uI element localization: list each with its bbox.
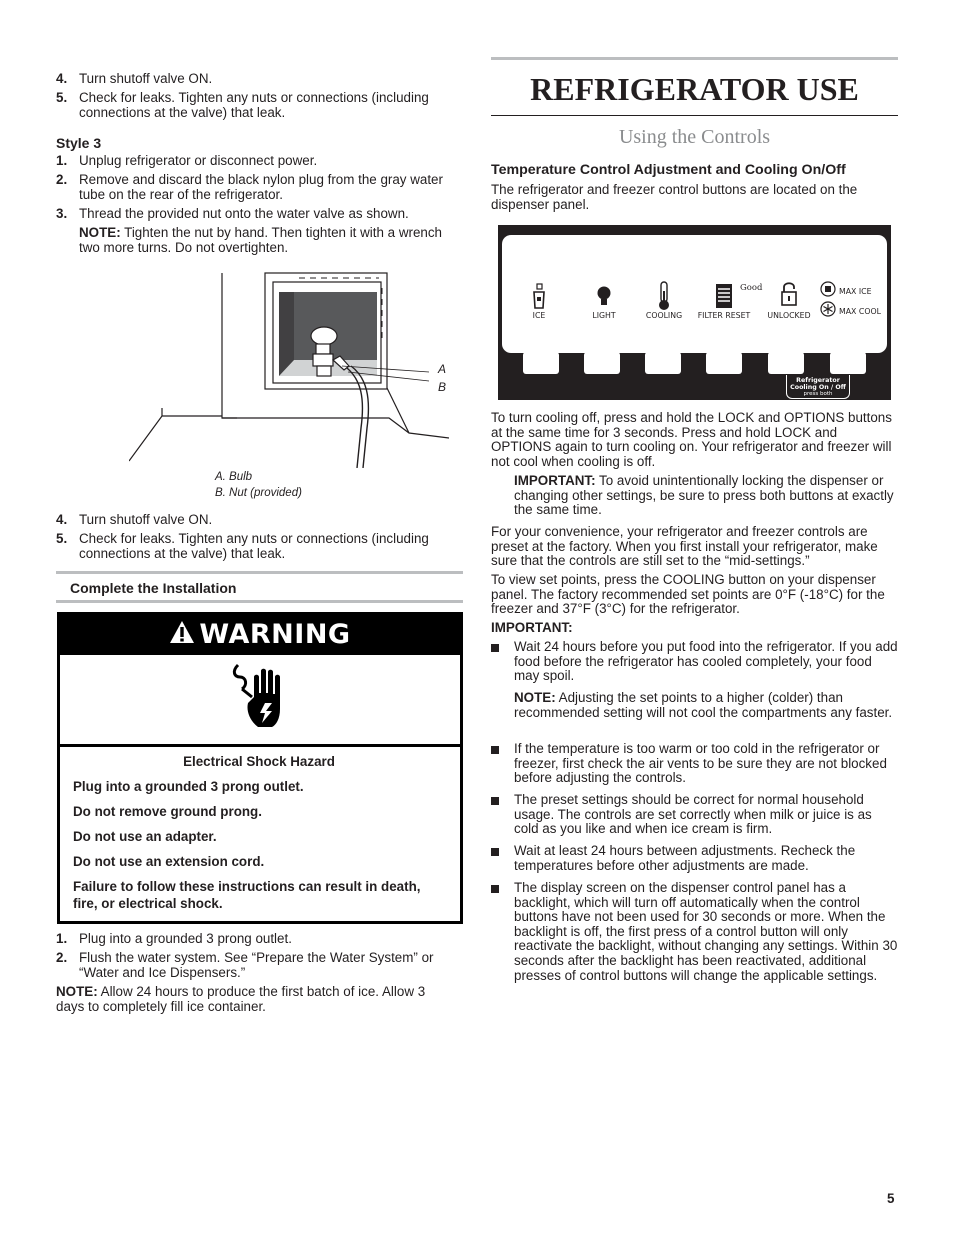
filter-icon [715,283,733,309]
step-number: 2. [56,950,68,965]
step-text: Thread the provided nut onto the water valve as shown. [79,206,409,221]
light-button[interactable] [584,352,620,374]
note-text: Tighten the nut by hand. Then tighten it with a wrench two more turns. Do not overtighten. [79,225,442,255]
step-number: 5. [56,90,68,105]
page-title: REFRIGERATOR USE [530,71,859,107]
list-item [491,742,898,786]
step-text: Flush the water system. See “Prepare the Water System” or “Water and Ice Dispensers.” [79,950,434,980]
max-cool-label: MAX COOL [839,307,881,316]
step-text: Remove and discard the black nylon plug from the gray water tube on the rear of the refrigerator. [79,172,443,202]
step-text: Turn shutoff valve ON. [79,71,213,86]
cooling-status-label: COOLING [645,311,683,320]
warning-header [60,615,460,655]
step-number: 1. [56,153,68,168]
step-text: Plug into a grounded 3 prong outlet. [79,931,292,946]
convenience-paragraph: For your convenience, your refrigerator and freezer controls are preset at the factory. When you first install your refrigerator, make sure that the controls are still set to the “mid-settings.” [491,524,878,569]
bullet-square-icon [491,746,499,754]
note-label: NOTE: [56,984,98,999]
options-button-label: OPTIONS [828,341,868,350]
step-number: 2. [56,172,68,187]
step-item [56,91,464,120]
important-paragraph [514,474,898,518]
dispenser-control-panel [498,225,891,400]
figure-label-b: B [438,380,447,394]
step-item [56,951,464,980]
list-item-text: Wait 24 hours before you put food into the refrigerator. If you add food before the refrigerator has cooled completely, your food may spoil. [514,639,898,684]
bullet-square-icon [491,797,499,805]
lock-button-label: LOCK [774,341,798,350]
note-paragraph [56,226,464,255]
page-subtitle: Using the Controls [618,126,771,148]
light-bulb-icon [596,285,612,309]
step-number: 1. [56,931,68,946]
thermometer-icon [657,281,671,311]
warning-title: WARNING [199,619,351,650]
ice-button[interactable] [523,352,559,374]
list-item-text: Wait at least 24 hours between adjustments. Recheck the temperatures before other adjustments are made. [514,843,856,873]
callout-line: Cooling On / Off [790,384,846,391]
light-button-label: LIGHT [588,341,616,350]
ice-status-label: ICE [532,311,546,320]
intro-paragraph: The refrigerator and freezer control buttons are located on the dispenser panel. [491,182,858,212]
filter-status: Good [740,283,763,293]
note-text: Adjusting the set points to a higher (colder) than recommended setting will not cool the compartments any faster. [514,690,893,720]
step-item [56,932,464,947]
step-number: 3. [56,206,68,221]
ice-icon [531,282,547,310]
step-text: Turn shutoff valve ON. [79,512,213,527]
important-heading: IMPORTANT: [491,620,573,635]
note-label: NOTE: [79,225,121,240]
light-status-label: LIGHT [592,311,616,320]
callout-line: press both [803,391,833,397]
warning-line: Do not use an extension cord. [73,854,265,869]
section-heading: Complete the Installation [70,580,237,596]
step-item [56,173,464,202]
step-number: 5. [56,531,68,546]
step-item [56,532,464,561]
step-text: Check for leaks. Tighten any nuts or connections (including connections at the valve) that leak. [79,90,429,120]
cooling-off-paragraph: To turn cooling off, press and hold the LOCK and OPTIONS buttons at the same time for 3 seconds. Press and hold LOCK and OPTIONS again to turn cooling on. Your refrigerator and freezer will not cool when cooling is off. [491,410,892,469]
options-button[interactable] [830,352,866,374]
figure-caption-a: A. Bulb [215,471,253,483]
step-item [56,72,464,87]
final-note [56,985,446,1014]
style3-heading: Style 3 [56,135,102,151]
valve-diagram-icon [129,268,449,468]
filter-reset-label: FILTER RESET [697,311,751,320]
cooling-callout [786,377,850,398]
list-item-text: The preset settings should be correct for normal household usage. The controls are set correctly when milk or juice is as cold as you like and when ice cream is firm. [514,792,872,837]
list-item [491,881,898,983]
page-number: 5 [887,1191,895,1206]
list-item-text: If the temperature is too warm or too cold in the refrigerator or freezer, first check the air vents to be sure they are not blocked before adjusting the controls. [514,741,887,786]
step-item [56,513,464,528]
panel-display [502,235,887,353]
warning-line: Do not use an adapter. [73,829,217,844]
top-divider [491,57,898,60]
warning-line: Plug into a grounded 3 prong outlet. [73,779,304,794]
ice-button-label: ICE [534,341,548,350]
cooling-button-label: COOLING [643,341,683,350]
callout-line: Refrigerator [796,377,840,384]
warning-line: Do not remove ground prong. [73,804,262,819]
list-item [491,844,898,873]
step-item [56,207,464,222]
bullet-square-icon [491,644,499,652]
max-ice-label: MAX ICE [839,287,872,296]
lock-button[interactable] [768,352,804,374]
note-text: Allow 24 hours to produce the first batch of ice. Allow 3 days to completely fill ice container. [56,984,426,1014]
title-divider [491,115,898,116]
unlocked-label: UNLOCKED [767,311,811,320]
figure-label-a: A [438,362,447,376]
complete-installation-section [56,571,463,603]
max-ice-icon [820,281,836,297]
warning-symbol-area [60,655,460,747]
figure-caption-b: B. Nut (provided) [215,487,302,499]
bullet-square-icon [491,885,499,893]
list-item-text: The display screen on the dispenser control panel has a backlight, which will turn off automatically when the control buttons have not been used for 30 seconds or more. When the backlight is off, the first press of a control button will only reactivate the backlight, without changing any settings. Within 30 seconds after the backlight has been reactivated, additional presses of control buttons will change the applicable settings. [514,880,898,983]
list-item [491,640,898,684]
warning-box [57,612,463,924]
step-text: Unplug refrigerator or disconnect power. [79,153,318,168]
important-label: IMPORTANT: [514,473,596,488]
hazard-name: Electrical Shock Hazard [183,754,335,769]
warning-triangle-icon [169,620,195,644]
shock-hazard-hand-icon [228,663,290,731]
step-item [56,154,464,169]
bullet-square-icon [491,848,499,856]
important-text: To avoid unintentionally locking the dispenser or changing other settings, be sure to press both buttons at exactly the same time. [514,473,894,518]
warning-line: Failure to follow these instructions can result in death, fire, or electrical shock. [73,879,421,911]
section-heading: Temperature Control Adjustment and Cooling On/Off [491,162,846,178]
note-paragraph [514,691,898,720]
filter-button-label: FILTER [709,341,739,350]
list-item [491,793,898,837]
setpoints-paragraph: To view set points, press the COOLING button on your dispenser panel. The factory recommended set points are 0°F (-18°C) for the freezer and 37°F (3°C) for the refrigerator. [491,572,885,617]
note-label: NOTE: [514,690,556,705]
step-number: 4. [56,71,68,86]
water-valve-illustration [129,268,449,468]
filter-button[interactable] [706,352,742,374]
unlocked-padlock-icon [780,280,798,308]
cooling-button[interactable] [645,352,681,374]
step-text: Check for leaks. Tighten any nuts or connections (including connections at the valve) that leak. [79,531,429,561]
step-number: 4. [56,512,68,527]
